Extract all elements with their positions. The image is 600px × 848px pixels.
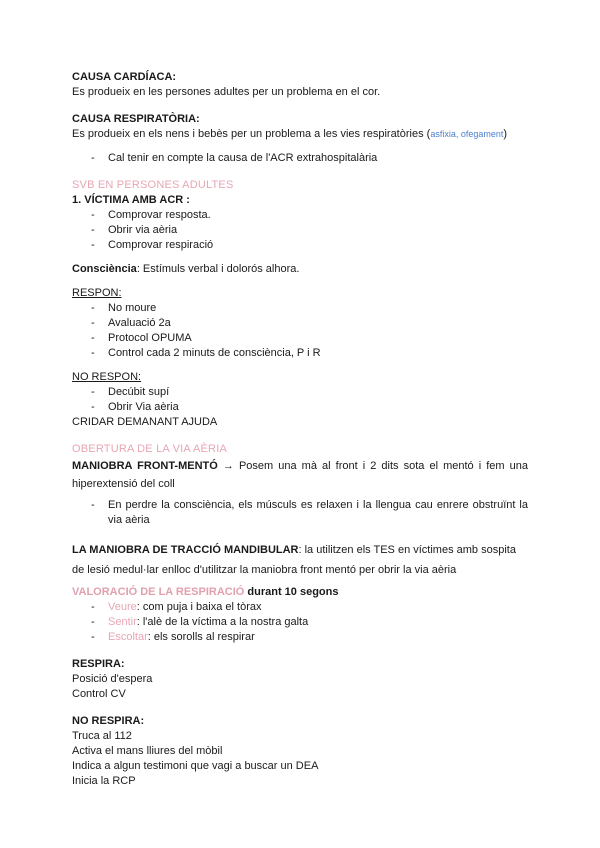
respon-heading: RESPON:	[72, 287, 122, 299]
list-item: - En perdre la consciència, els músculs es relaxen i la llengua cau enrere obstruïnt la via aèria	[72, 498, 528, 528]
consciencia-line: Consciència: Estímuls verbal i dolorós alhora.	[72, 263, 300, 275]
maniobra-traccio-mandibular: LA MANIOBRA DE TRACCIÓ MANDIBULAR: la utilitzen els TES en víctimes amb sospita de lesió medul·lar enlloc d'utilitzar la maniobra front mentó per obrir la via aèria	[72, 544, 516, 576]
list-item: - Sentir: l'alè de la víctima a la nostra galta	[72, 615, 528, 630]
causa-respiratoria-note: asfixia, ofegament	[430, 129, 504, 139]
list-item: - Obrir Via aèria	[72, 400, 528, 415]
list-item: - Veure: com puja i baixa el tòrax	[72, 600, 528, 615]
list-item: - Escoltar: els sorolls al respirar	[72, 630, 528, 645]
valoracio-list	[72, 600, 528, 645]
maniobra-front-mento: MANIOBRA FRONT-MENTÓ → Posem una mà al front i 2 dits sota el mentó i fem una hiperextensió del coll	[72, 460, 528, 490]
list-item: - Decúbit supí	[72, 385, 528, 400]
obertura-heading: OBERTURA DE LA VIA AÈRIA	[72, 443, 227, 455]
no-respira-heading: NO RESPIRA:	[72, 715, 145, 727]
document-page	[72, 70, 528, 789]
svb-heading: SVB EN PERSONES ADULTES	[72, 179, 234, 191]
list-item: - Protocol OPUMA	[72, 331, 528, 346]
no-respon-heading: NO RESPON:	[72, 371, 142, 383]
no-respira-line: Activa el mans lliures del mòbil	[72, 745, 223, 757]
svb-list	[72, 208, 528, 253]
obertura-list	[72, 498, 528, 528]
list-item: - Control cada 2 minuts de consciència, P i R	[72, 346, 528, 361]
no-respira-line: Truca al 112	[72, 730, 132, 742]
causa-cardiaca-heading: CAUSA CARDÍACA:	[72, 71, 177, 83]
no-respon-list	[72, 385, 528, 415]
respira-line: Control CV	[72, 688, 126, 700]
list-item: - Avaluació 2a	[72, 316, 528, 331]
list-item: - Cal tenir en compte la causa de l'ACR extrahospitalària	[72, 151, 528, 166]
list-item: - Obrir via aèria	[72, 223, 528, 238]
list-item: - Comprovar respiració	[72, 238, 528, 253]
causa-respiratoria-list	[72, 151, 528, 166]
causa-respiratoria-text: Es produeix en els nens i bebès per un problema a les vies respiratòries (asfixia, ofegament)	[72, 128, 508, 140]
no-respira-line: Indica a algun testimoni que vagi a buscar un DEA	[72, 760, 319, 772]
no-respira-line: Inicia la RCP	[72, 775, 136, 787]
cridar-ajuda: CRIDAR DEMANANT AJUDA	[72, 416, 218, 428]
valoracio-heading: VALORACIÓ DE LA RESPIRACIÓ durant 10 segons	[72, 586, 339, 598]
list-item: - Comprovar resposta.	[72, 208, 528, 223]
respon-list	[72, 301, 528, 361]
list-item: - No moure	[72, 301, 528, 316]
causa-respiratoria-heading: CAUSA RESPIRATÒRIA:	[72, 113, 200, 125]
respira-heading: RESPIRA:	[72, 658, 125, 670]
causa-cardiaca-text: Es produeix en les persones adultes per un problema en el cor.	[72, 86, 381, 98]
victima-acr-heading: 1. VÍCTIMA AMB ACR :	[72, 194, 190, 206]
respira-line: Posició d'espera	[72, 673, 153, 685]
